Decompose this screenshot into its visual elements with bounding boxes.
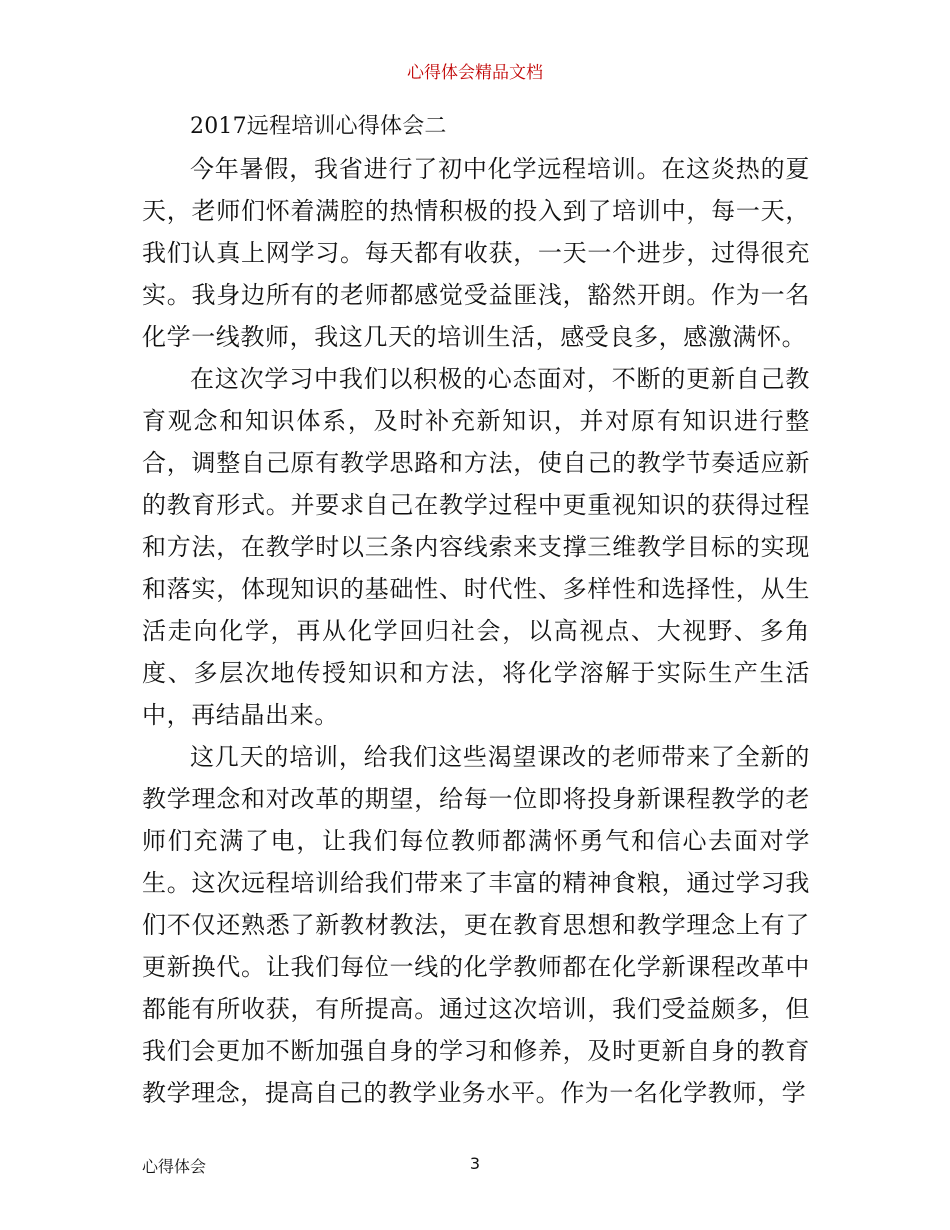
document-body bbox=[142, 106, 810, 1114]
paragraph-3: 这几天的培训，给我们这些渴望课改的老师带来了全新的教学理念和对改革的期望，给每一位即将投身新课程教学的老师们充满了电，让我们每位教师都满怀勇气和信心去面对学生。这次远程培训给我们带来了丰富的精神食粮，通过学习我们不仅还熟悉了新教材教法，更在教育思想和教学理念上有了更新换代。让我们每位一线的化学教师都在化学新课程改革中都能有所收获，有所提高。通过这次培训，我们受益颇多，但我们会更加不断加强自身的学习和修养，及时更新自身的教育教学理念，提高自己的教学业务水平。作为一名化学教师，学 bbox=[142, 743, 810, 1107]
page-header-title: 心得体会精品文档 bbox=[407, 63, 543, 83]
paragraph-1: 今年暑假，我省进行了初中化学远程培训。在这炎热的夏天，老师们怀着满腔的热情积极的投入到了培训中，每一天，我们认真上网学习。每天都有收获，一天一个进步，过得很充实。我身边所有的老师都感觉受益匪浅，豁然开朗。作为一名化学一线教师，我这几天的培训生活，感受良多，感激满怀。 bbox=[142, 155, 810, 351]
paragraph-2: 在这次学习中我们以积极的心态面对，不断的更新自己教育观念和知识体系，及时补充新知识，并对原有知识进行整合，调整自己原有教学思路和方法，使自己的教学节奏适应新的教育形式。并要求自己在教学过程中更重视知识的获得过程和方法，在教学时以三条内容线索来支撑三维教学目标的实现和落实，体现知识的基础性、时代性、多样性和选择性，从生活走向化学，再从化学回归社会，以高视点、大视野、多角度、多层次地传授知识和方法，将化学溶解于实际生产生活中，再结晶出来。 bbox=[142, 365, 810, 729]
footer-label: 心得体会 bbox=[142, 1157, 207, 1176]
document-title: 2017远程培训心得体会二 bbox=[190, 114, 447, 139]
page-number: 3 bbox=[469, 1154, 481, 1173]
